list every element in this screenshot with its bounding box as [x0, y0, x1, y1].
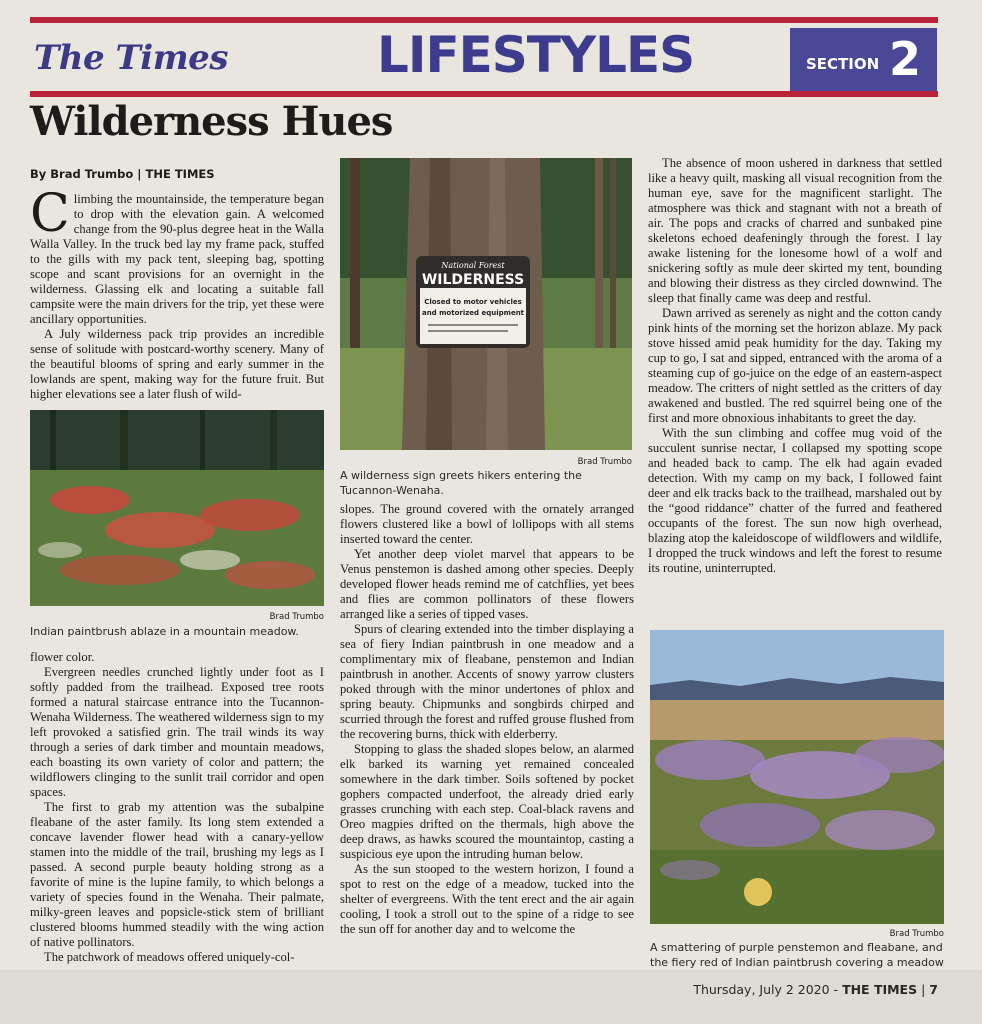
sign-top-text: National Forest [441, 261, 505, 270]
penstemon-meadow-image [650, 630, 944, 924]
section-title: LIFESTYLES [377, 26, 695, 84]
byline-paper: THE TIMES [145, 167, 215, 181]
paintbrush-meadow-image [30, 410, 324, 606]
article-paragraph: The patchwork of meadows offered uniquely-col- [44, 950, 295, 964]
footer-separator: | [921, 982, 926, 997]
article-paragraph: slopes. The ground covered with the ornately arranged flowers clustered like a bowl of lollipops with all stems inserted toward the center. [340, 502, 634, 546]
header-rule-top [30, 17, 938, 23]
header-rule-bottom [30, 91, 938, 97]
footer-date: Thursday, July 2 2020 - [693, 982, 839, 997]
article-paragraph: With the sun climbing and coffee mug void of the succulent sunrise nectar, I collapsed my spotting scope and headed back to camp. The elk had again evaded detection. With my camp on my back, I followed faint deer and elk tracks back to the trailhead, marshaled out by the “good riddance” chatter of the furred and feathered occupants of the forest. The sun now high overhead, blazing atop the kaleidoscope of wildflowers and wildlife, I dropped the truck windows and left the forest to resume its routine, uninterrupted. [648, 426, 942, 575]
article-column-2 [340, 502, 634, 972]
section-label: SECTION [806, 55, 880, 73]
photo-credit: Brad Trumbo [889, 929, 944, 939]
photo-credit: Brad Trumbo [269, 612, 324, 622]
sign-main-text: WILDERNESS [421, 272, 525, 288]
section-number: 2 [889, 32, 922, 86]
photo-caption: Indian paintbrush ablaze in a mountain meadow. [30, 625, 299, 638]
article-paragraph: The absence of moon ushered in darkness that settled like a heavy quilt, masking all visual recognition from the human eye, save for the magnificent starlight. The atmosphere was thick and stagnant with not a breath of air. The pops and cracks of charred and sunbaked pine skeletons echoed deafeningly through the forest. I lay awake listening for the lonesome howl of a wolf and snickering softly as mule deer skirted my tent, bounding and blowing their distress as they circled downwind. The sleep that finally came was deep and restful. [648, 156, 942, 305]
byline-divider: | [137, 167, 146, 181]
article-paragraph: flower color. [30, 650, 95, 664]
article-paragraph: The first to grab my attention was the subalpine fleabane of the aster family. Its long stem extended a concave lavender flower head with a canary-yellow stamen into the middle of the trail, brushing my legs as I passed. A second purple beauty holding strong as a favorite of mine is the lupine family, to which belongs a variety of species found in the Wenaha. Their palmate, milky-green leaves and popsicle-stick stem of brilliant clustered blooms hummed steadily with the wing action of native pollinators. [30, 800, 324, 949]
article-paragraph: Dawn arrived as serenely as night and the cotton candy pink hints of the morning set the horizon ablaze. My pack stove hissed amid peak humidity for the day. Taking my cup to go, I sat and sipped, entranced with the aroma of a steaming cup of go-juice on the edge of an eastern-aspect meadow. The critters of night settled as the critters of day awakened and bustled. The red squirrel being one of the first and more obnoxious inhabitants to greet the day. [648, 306, 942, 425]
footer-dateline [693, 982, 938, 997]
article-paragraph: Evergreen needles crunched lightly under foot as I softly padded from the trailhead. Exposed tree roots formed a natural staircase entrance into the Tucannon-Wenaha Wilderness. The weathered wilderness sign to my left provoked a satisfied grin. The trail winds its way through a series of dark timber and mountain meadows, each boasting its own variety of color and pattern; the wildflowers clinging to the sunlit trail corridor and open spaces. [30, 665, 324, 799]
masthead-logo: The Times [34, 38, 228, 78]
article-paragraph: As the sun stooped to the western horizon, I found a spot to rest on the edge of a meadow, tucked into the shelter of evergreens. With the tent erect and the air again cooling, I took a stroll out to the spine of a ridge to see the sun off for another day and to welcome the [340, 862, 634, 936]
article-paragraph: Stopping to glass the shaded slopes below, an alarmed elk barked its warning yet remained concealed somewhere in the dark timber. Soils softened by pocket gophers compacted underfoot, the already dried early grasses crunching with each step. Coal-black ravens and Oreo magpies drifted on the thermals, high above the deep draws, as hawks scoured the mountaintop, casting a suspicious eye upon the intruding human below. [340, 742, 634, 861]
photo-wilderness-sign [340, 158, 632, 450]
article-headline: Wilderness Hues [30, 98, 393, 145]
section-badge [790, 28, 937, 91]
drop-cap: C [30, 192, 70, 244]
article-paragraph: Climbing the mountainside, the temperature began to drop with the elevation gain. A welcomed change from the 90-plus degree heat in the Walla Walla Valley. In the truck bed lay my frame pack, stuffed to the gills with my pack tent, sleeping bag, spotting scope and scant provisions for an overnight in the wilderness. Glassing elk and locating a suitable fall campsite were the main drivers for the trip, yet these were ancillary opportunities. [30, 192, 324, 326]
article-column-3 [648, 156, 942, 624]
wilderness-sign-image [340, 158, 632, 450]
page-footer [0, 970, 982, 1024]
article-paragraph: Yet another deep violet marvel that appears to be Venus penstemon is dashed among other species. Deeply developed flower heads remind me of catchflies, yet bees and flies are common pollinators of these flowers arranged like a series of tipped vases. [340, 547, 634, 621]
photo-caption: A wilderness sign greets hikers entering the Tucannon-Wenaha. [340, 469, 582, 497]
sign-line-1: Closed to motor vehicles [424, 298, 522, 306]
footer-paper: THE TIMES [842, 982, 918, 997]
photo-indian-paintbrush [30, 410, 324, 606]
page-number: 7 [929, 982, 938, 997]
photo-penstemon-meadow [650, 630, 944, 924]
article-column-1-top [30, 192, 324, 404]
byline-author: By Brad Trumbo [30, 167, 134, 181]
sign-line-2: and motorized equipment [421, 309, 525, 317]
photo-credit: Brad Trumbo [577, 457, 632, 467]
article-column-1-bottom [30, 650, 324, 968]
photo-caption: A smattering of purple penstemon and fleabane, and the fiery red of Indian paintbrush covering a meadow [650, 941, 944, 969]
article-paragraph: A July wilderness pack trip provides an incredible sense of solitude with postcard-worthy scenery. Many of the beautiful blooms of spring and early summer in the lowlands are spent, making way for the future fruit. But higher elevations see a later flush of wild- [30, 327, 324, 401]
article-paragraph: Spurs of clearing extended into the timber displaying a sea of fiery Indian paintbrush in one meadow and a complimentary mix of fleabane, penstemon and Indian paintbrush in another. Accents of snowy yarrow clusters poked through with the minor undertones of phlox and spring beauty. Chipmunks and songbirds chirped and scurried through the forest and ruffed grouse flushed from the recovering burns, thick with elderberry. [340, 622, 634, 741]
byline [30, 167, 215, 181]
